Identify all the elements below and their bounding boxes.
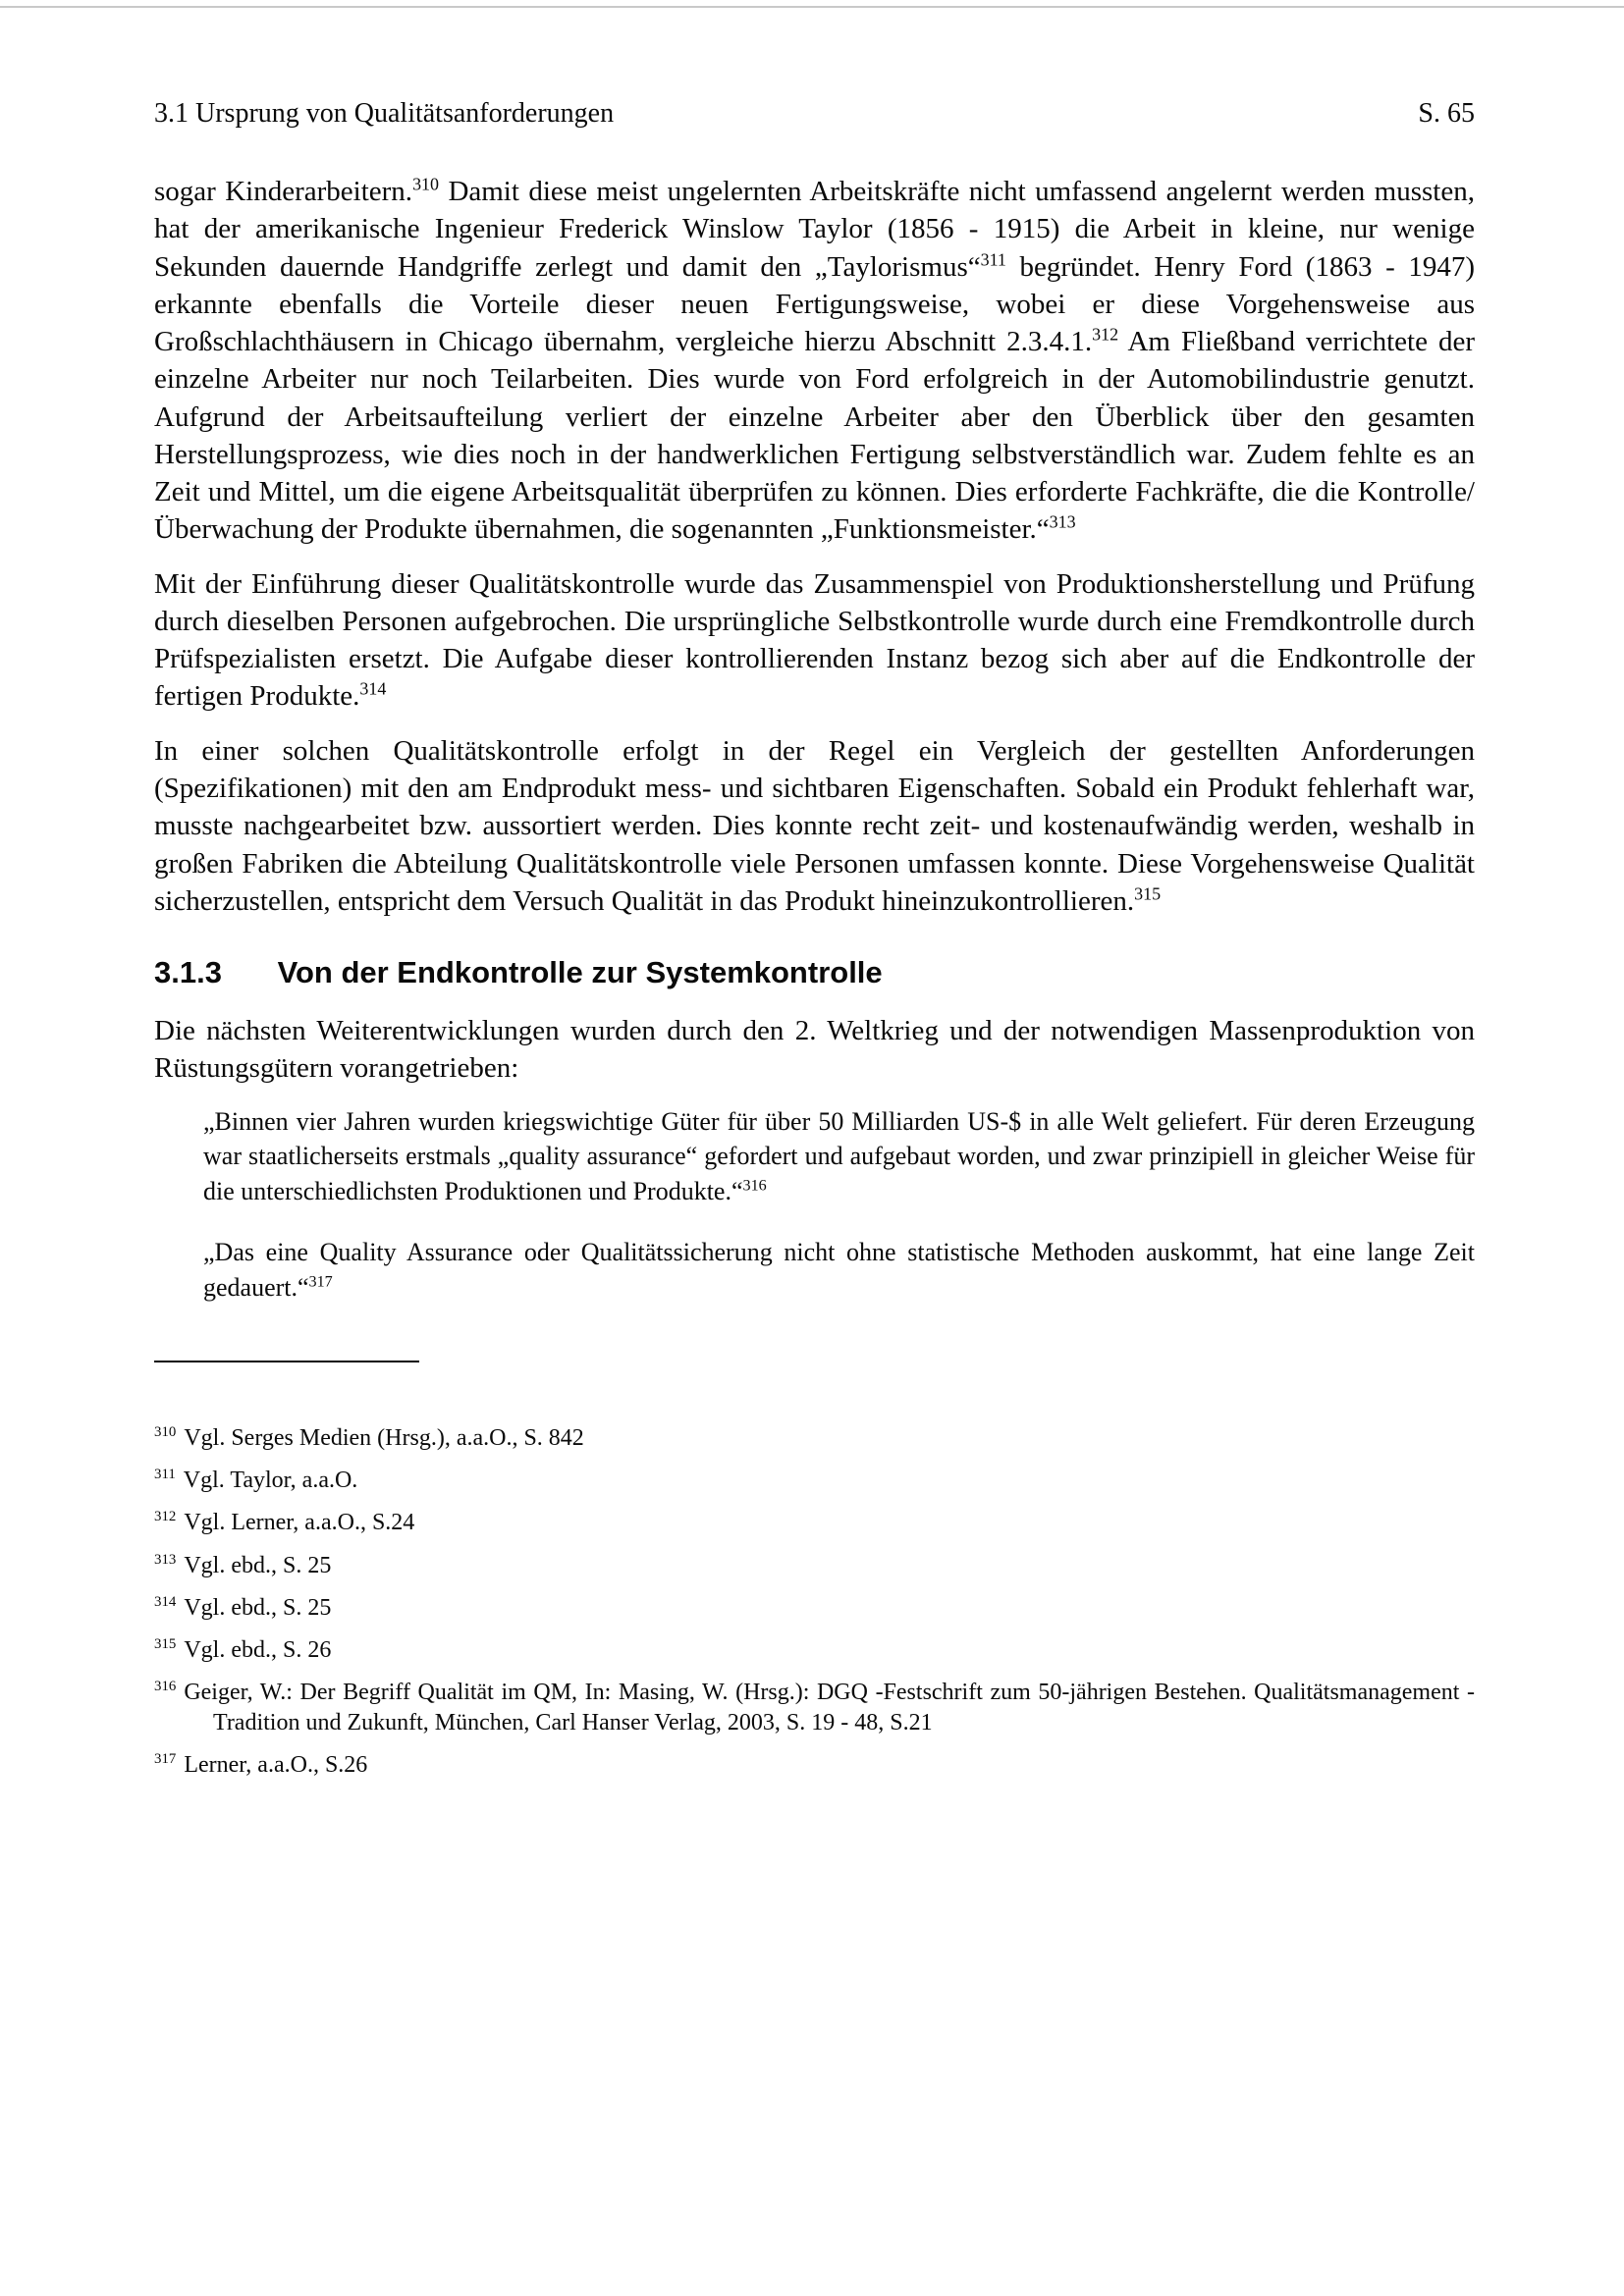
footnote-text: Lerner, a.a.O., S.26 bbox=[184, 1752, 368, 1779]
page-header bbox=[154, 98, 1475, 130]
footnote-marker: 317 bbox=[154, 1751, 177, 1768]
header-section-title: 3.1 Ursprung von Qualitätsanforderungen bbox=[154, 98, 615, 129]
footnote-ref: 313 bbox=[1049, 511, 1076, 532]
footnote-item bbox=[154, 1551, 1475, 1581]
footnote-text: Vgl. ebd., S. 25 bbox=[184, 1594, 332, 1621]
footnote-ref: 311 bbox=[980, 248, 1006, 269]
footnote-item bbox=[154, 1466, 1475, 1496]
footnote-item bbox=[154, 1750, 1475, 1781]
body-paragraph: Die nächsten Weiterentwicklungen wurden durch den 2. Weltkrieg und der notwendigen Massenproduktion von Rüstungsgütern vorangetrieben: bbox=[154, 1015, 1475, 1085]
footnote-text: Vgl. Taylor, a.a.O. bbox=[183, 1468, 358, 1494]
footnote-ref: 310 bbox=[412, 174, 440, 194]
footnote-text: Geiger, W.: Der Begriff Qualität im QM, In: Masing, W. (Hrsg.): DGQ -Festschrift zum 50-jährigen Bestehen. Qualitätsmanagement - Tradition und Zukunft, München, Carl Hanser Verlag, 2003, S. 19 - 48, S.21 bbox=[184, 1680, 1475, 1736]
footnote-marker: 315 bbox=[154, 1635, 177, 1652]
footnote-ref: 314 bbox=[359, 678, 387, 699]
block-quote: „Binnen vier Jahren wurden kriegswichtige Güter für über 50 Milliarden US-$ in alle Welt geliefert. Für deren Erzeugung war staatlicherseits erstmals „quality assurance“ gefordert und aufgebaut worden, und zwar prinzipiell in gleicher Weise für die unterschiedlichsten Produktionen und Produkte.“$^{316}$ bbox=[203, 1106, 1475, 1206]
footnote-marker: 311 bbox=[154, 1467, 176, 1483]
footnote-marker: 316 bbox=[154, 1679, 177, 1695]
footnote-marker: 314 bbox=[154, 1593, 177, 1610]
body-paragraph: sogar Kinderarbeitern.$^{310}$ Damit diese meist ungelernten Arbeitskräfte nicht umfassend angelernt werden mussten, hat der amerikanische Ingenieur Frederick Winslow Taylor (1856 - 1915) die Arbeit in kleine, nur wenige Sekunden dauernde Handgriffe zerlegt und damit den „Taylorismus“$^{311}$ begründet. Henry Ford (1863 - 1947) erkannte ebenfalls die Vorteile dieser neuen Fertigungsweise, wobei er diese Vorgehensweise aus Großschlachthäusern in Chicago übernahm, vergleiche hierzu Abschnitt 2.3.4.1.$^{312}$ Am Fließband verrichtete der einzelne Arbeiter nur noch Teilarbeiten. Dies wurde von Ford erfolgreich in der Automobilindustrie genutzt. Aufgrund der Arbeitsaufteilung verliert der einzelne Arbeiter aber den Überblick über den gesamten Herstellungsprozess, wie dies noch in der handwerklichen Fertigung selbstverständlich war. Zudem fehlte es an Zeit und Mittel, um die eigene Arbeitsqualität überprüfen zu können. Dies erforderte Fachkräfte, die die Kontrolle/Überwachung der Produkte übernahmen, die sogenannten „Funktionsmeister.“$^{313}$ bbox=[154, 174, 1475, 546]
footnote-item bbox=[154, 1508, 1475, 1538]
footnote-item bbox=[154, 1593, 1475, 1624]
footnote-marker: 312 bbox=[154, 1509, 177, 1525]
section-heading-number: 3.1.3 bbox=[154, 955, 222, 990]
body-paragraph: In einer solchen Qualitätskontrolle erfolgt in der Regel ein Vergleich der gestellten Anforderungen (Spezifikationen) mit den am Endprodukt mess- und sichtbaren Eigenschaften. Sobald ein Produkt fehlerhaft war, musste nachgearbeitet bzw. aussortiert werden. Dies konnte recht zeit- und kostenaufwändig werden, weshalb in großen Fabriken die Abteilung Qualitätskontrolle viele Personen umfassen konnte. Diese Vorgehensweise Qualität sicherzustellen, entspricht dem Versuch Qualität in das Produkt hineinzukontrollieren.$^{315}$ bbox=[154, 734, 1475, 917]
footnote-text: Vgl. ebd., S. 26 bbox=[184, 1636, 332, 1663]
footnote-separator bbox=[154, 1361, 419, 1362]
section-heading-title: Von der Endkontrolle zur Systemkontrolle bbox=[277, 955, 883, 990]
footnote-text: Vgl. Lerner, a.a.O., S.24 bbox=[184, 1510, 415, 1536]
section-heading bbox=[154, 955, 1475, 990]
footnote-ref: 317 bbox=[308, 1273, 333, 1291]
footnote-item bbox=[154, 1678, 1475, 1738]
page-top-edge bbox=[0, 6, 1624, 8]
footnote-text: Vgl. ebd., S. 25 bbox=[184, 1552, 332, 1578]
footnote-marker: 310 bbox=[154, 1423, 177, 1440]
footnotes-section bbox=[154, 1423, 1475, 1782]
footnote-item bbox=[154, 1635, 1475, 1666]
footnote-ref: 316 bbox=[742, 1177, 767, 1195]
footnote-item bbox=[154, 1423, 1475, 1454]
footnote-ref: 312 bbox=[1092, 324, 1119, 345]
footnote-ref: 315 bbox=[1134, 883, 1162, 904]
footnote-text: Vgl. Serges Medien (Hrsg.), a.a.O., S. 842 bbox=[184, 1424, 584, 1451]
block-quote: „Das eine Quality Assurance oder Qualitätssicherung nicht ohne statistische Methoden auskommt, hat eine lange Zeit gedauert.“$^{317}$ bbox=[203, 1238, 1475, 1303]
header-page-number: S. 65 bbox=[1418, 98, 1475, 129]
footnote-marker: 313 bbox=[154, 1551, 177, 1568]
body-paragraph: Mit der Einführung dieser Qualitätskontrolle wurde das Zusammenspiel von Produktionsherstellung und Prüfung durch dieselben Personen aufgebrochen. Die ursprüngliche Selbstkontrolle wurde durch eine Fremdkontrolle durch Prüfspezialisten ersetzt. Die Aufgabe dieser kontrollierenden Instanz bezog sich aber auf die Endkontrolle der fertigen Produkte.$^{314}$ bbox=[154, 567, 1475, 713]
